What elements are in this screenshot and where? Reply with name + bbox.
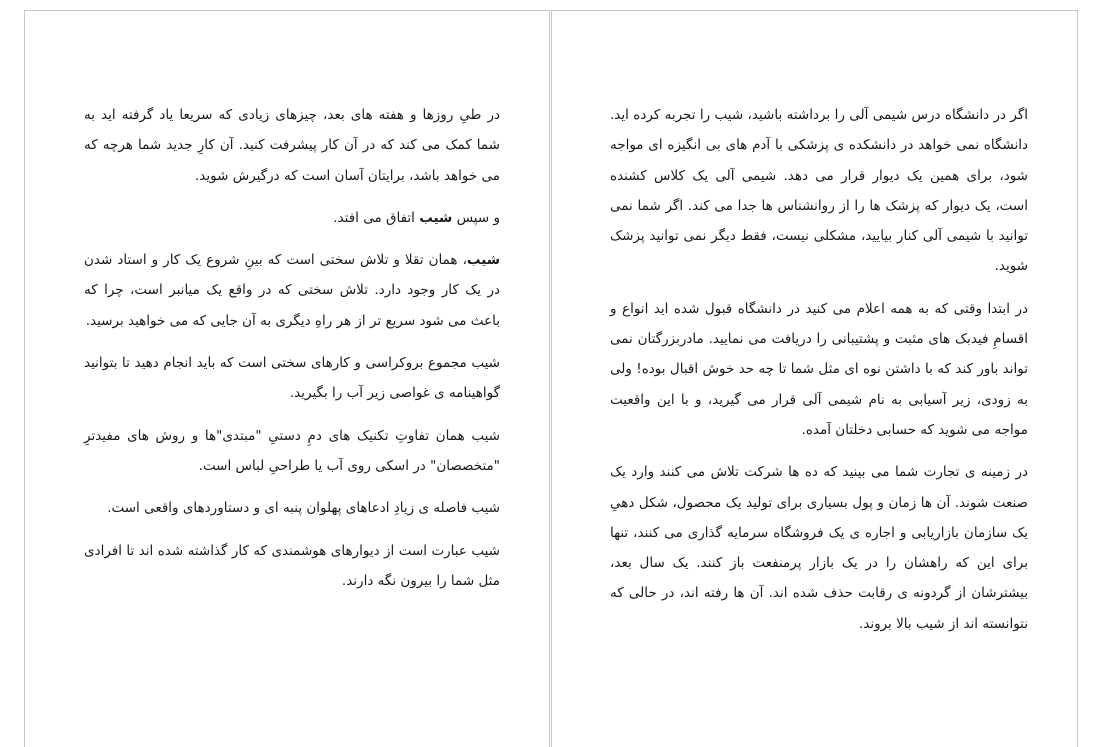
paragraph: شیب مجموع بروکراسی و کارهای سختی است که باید انجام دهید تا بتوانید گواهینامه ی غواصی زیر آب را بگیرید. — [84, 355, 500, 402]
page-right-text — [610, 100, 1028, 651]
paragraph — [84, 245, 500, 336]
paragraph — [84, 203, 500, 233]
paragraph: شیب عبارت است از دیوارهای هوشمندی که کار گذاشته شده اند تا افرادی مثل شما را بیرون نگه دارند. — [84, 542, 500, 589]
paragraph: در زمینه ی تجارت شما می بینید که ده ها شرکت تلاش می کنند وارد یک صنعت شوند. آن ها زمان و پول بسیاری برای تولید یک محصول، شکل دهیِ یک سازمان بازاریابی و اجاره ی یک فروشگاه سرمایه گذاری می کنند، تنها برای این که راهشان را در یک بازار پرمنفعت باز کنند. یک سال بعد، بیشترشان از گردونه ی رقابت حذف شده اند. آن ها رفته اند، در حالی که نتوانسته اند از شیب بالا بروند. — [610, 464, 1028, 632]
bold-term: شیب — [419, 209, 453, 226]
page-right — [551, 10, 1078, 747]
paragraph: اگر در دانشگاه درس شیمی آلی را برداشته باشید، شیب را تجربه کرده اید. دانشگاه نمی خواهد در دانشکده ی پزشکی با آدم های بی انگیزه ای مواجه شود، برای همین یک دیوار قرار می دهد. شیمی آلی یک کلاس کشنده است، یک دیوار که پزشک ها را از روانشناس ها جدا می کند. اگر شما نمی توانید با شیمی آلی کنار بیایید، مشکلی نیست، فقط دیگر نمی توانید پزشک شوید. — [610, 107, 1028, 275]
bold-term: شیب — [466, 252, 500, 269]
page-left-text — [84, 100, 500, 608]
text-run: و سپس — [452, 209, 500, 226]
paragraph: شیب فاصله ی زیادِ ادعاهای پهلوان پنبه ای و دستاوردهای واقعی است. — [107, 500, 500, 517]
paragraph: در ابتدا وقتی که به همه اعلام می کنید در دانشگاه قبول شده اید انواع و اقسامِ فیدبک های مثبت و پشتیبانی را دریافت می نمایید. مادربزرگتان نمی تواند باور کند که با داشتن نوه ای مثل شما تا چه حد خوش اقبال بوده! ولی به زودی، زیر آسیابی به نام شیمی آلی قرار می گیرید، و با این واقعیت مواجه می شوید که حسابی دخلتان آمده. — [610, 300, 1028, 438]
paragraph: در طیِ روزها و هفته های بعد، چیزهای زیادی که سریعا یاد گرفته اید به شما کمک می کند که در آن کار پیشرفت کنید. آن کارِ جدید شما هرچه که می خواهد باشد، برایتان آسان است که درگیرش شوید. — [84, 107, 500, 184]
text-run: ، همان تقلا و تلاش سختی است که بینِ شروع یک کار و استاد شدن در یک کار وجود دارد. تلاش سختی که در واقع یک میانبر است، چرا که باعث می شود سریع تر از هر راهِ دیگری به آن جایی که می خواهید برسید. — [84, 252, 500, 329]
paragraph: شیب همان تفاوتِ تکنیک های دمِ دستیِ "مبتدی"ها و روش های مفیدترِ "متخصصان" در اسکی روی آب یا طراحیِ لباس است. — [84, 427, 500, 474]
page-left — [24, 10, 550, 747]
text-run: اتفاق می افتد. — [333, 209, 420, 226]
